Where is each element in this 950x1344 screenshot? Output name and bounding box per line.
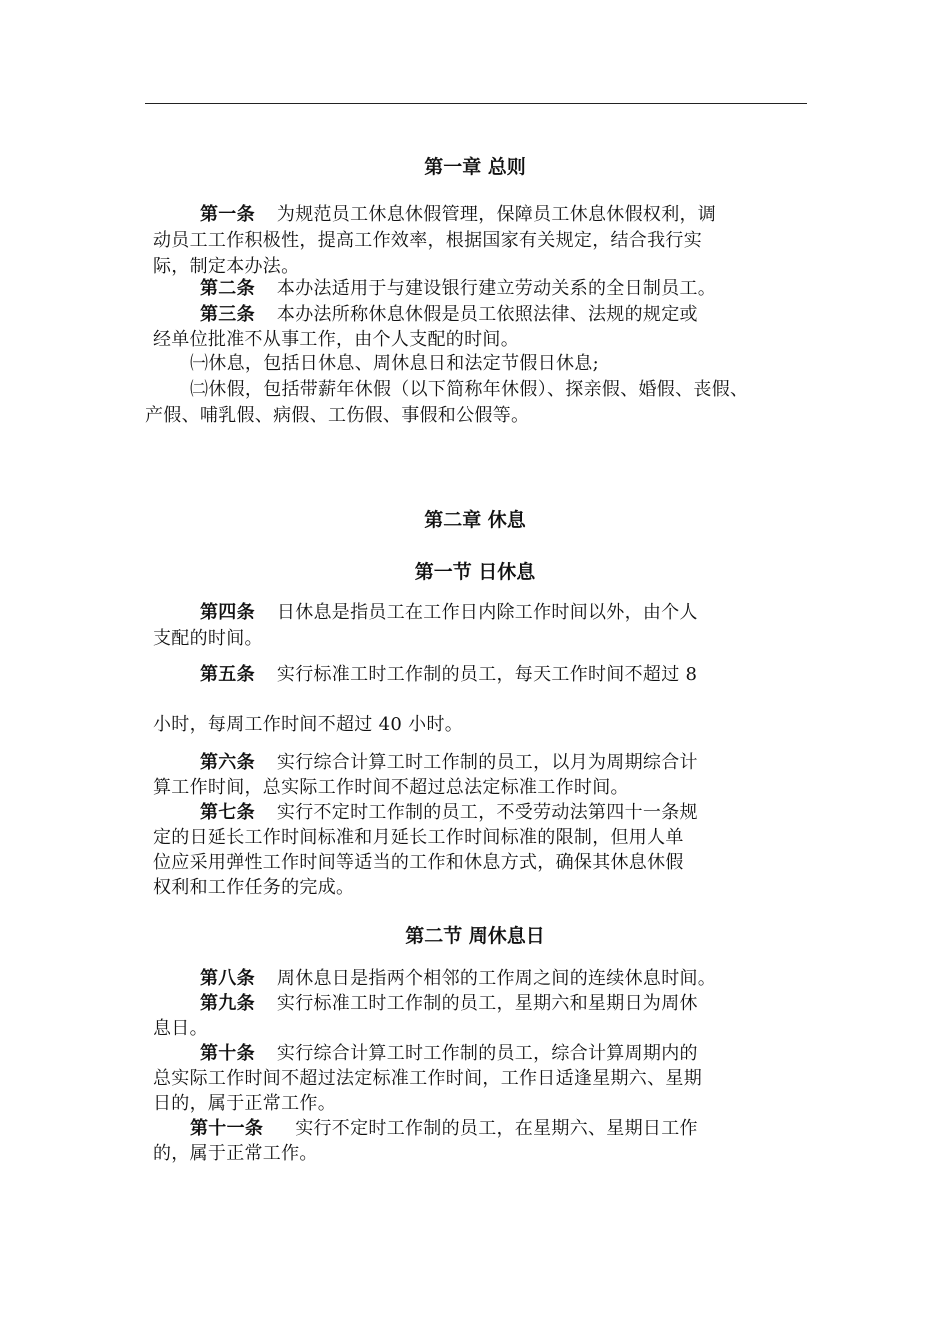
article-9-line-2: 息日。	[153, 1018, 208, 1039]
item-2-line-1: ㈡休假，包括带薪年休假（以下简称年休假）、探亲假、婚假、丧假、	[190, 379, 749, 400]
header-rule	[145, 103, 807, 104]
section-1-title: 第一节 日休息	[414, 561, 536, 583]
article-11-label: 第十一条	[190, 1118, 264, 1139]
article-2-label: 第二条	[200, 278, 255, 299]
item-1: ㈠休息，包括日休息、周休息日和法定节假日休息;	[190, 353, 599, 374]
article-10-label: 第十条	[200, 1043, 255, 1064]
article-2-line-1: 第二条 本办法适用于与建设银行建立劳动关系的全日制员工。	[200, 278, 717, 299]
article-11-line-2: 的，属于正常工作。	[153, 1143, 318, 1164]
article-5-label: 第五条	[200, 664, 255, 685]
article-1-line-2: 动员工工作积极性，提高工作效率，根据国家有关规定，结合我行实	[153, 230, 702, 251]
article-4-line-1: 第四条 日休息是指员工在工作日内除工作时间以外，由个人	[200, 602, 698, 623]
article-7-line-4: 权利和工作任务的完成。	[153, 877, 355, 898]
item-2-line-2: 产假、哺乳假、病假、工伤假、事假和公假等。	[145, 405, 530, 426]
article-10-line-3: 日的，属于正常工作。	[153, 1093, 336, 1114]
article-3-label: 第三条	[200, 304, 255, 325]
article-6-line-2: 算工作时间，总实际工作时间不超过总法定标准工作时间。	[153, 777, 629, 798]
chapter-2-title: 第二章 休息	[424, 509, 526, 531]
article-3-line-2: 经单位批准不从事工作，由个人支配的时间。	[153, 329, 519, 350]
article-9-line-1: 第九条 实行标准工时工作制的员工，星期六和星期日为周休	[200, 993, 698, 1014]
article-10-line-2: 总实际工作时间不超过法定标准工作时间，工作日适逢星期六、星期	[153, 1068, 702, 1089]
article-1-line-3: 际，制定本办法。	[153, 256, 300, 277]
article-7-label: 第七条	[200, 802, 255, 823]
article-4-line-2: 支配的时间。	[153, 628, 263, 649]
article-8-label: 第八条	[200, 968, 255, 989]
article-8-line-1: 第八条 周休息日是指两个相邻的工作周之间的连续休息时间。	[200, 968, 717, 989]
article-7-line-1: 第七条 实行不定时工作制的员工，不受劳动法第四十一条规	[200, 802, 698, 823]
article-11-line-1: 第十一条 实行不定时工作制的员工，在星期六、星期日工作	[190, 1118, 698, 1139]
article-6-label: 第六条	[200, 752, 255, 773]
article-5-line-1: 第五条 实行标准工时工作制的员工，每天工作时间不超过 8	[200, 664, 698, 685]
article-3-line-1: 第三条 本办法所称休息休假是员工依照法律、法规的规定或	[200, 304, 698, 325]
article-4-label: 第四条	[200, 602, 255, 623]
article-1-label: 第一条	[200, 204, 255, 225]
article-7-line-2: 定的日延长工作时间标准和月延长工作时间标准的限制，但用人单	[153, 827, 684, 848]
article-5-line-2: 小时，每周工作时间不超过 40 小时。	[153, 714, 464, 735]
article-7-line-3: 位应采用弹性工作时间等适当的工作和休息方式，确保其休息休假	[153, 852, 684, 873]
section-2-title: 第二节 周休息日	[405, 925, 545, 947]
article-9-label: 第九条	[200, 993, 255, 1014]
chapter-1-title: 第一章 总则	[424, 156, 526, 178]
article-1-line-1: 第一条 为规范员工休息休假管理，保障员工休息休假权利，调	[200, 204, 717, 225]
article-6-line-1: 第六条 实行综合计算工时工作制的员工，以月为周期综合计	[200, 752, 698, 773]
article-10-line-1: 第十条 实行综合计算工时工作制的员工，综合计算周期内的	[200, 1043, 698, 1064]
